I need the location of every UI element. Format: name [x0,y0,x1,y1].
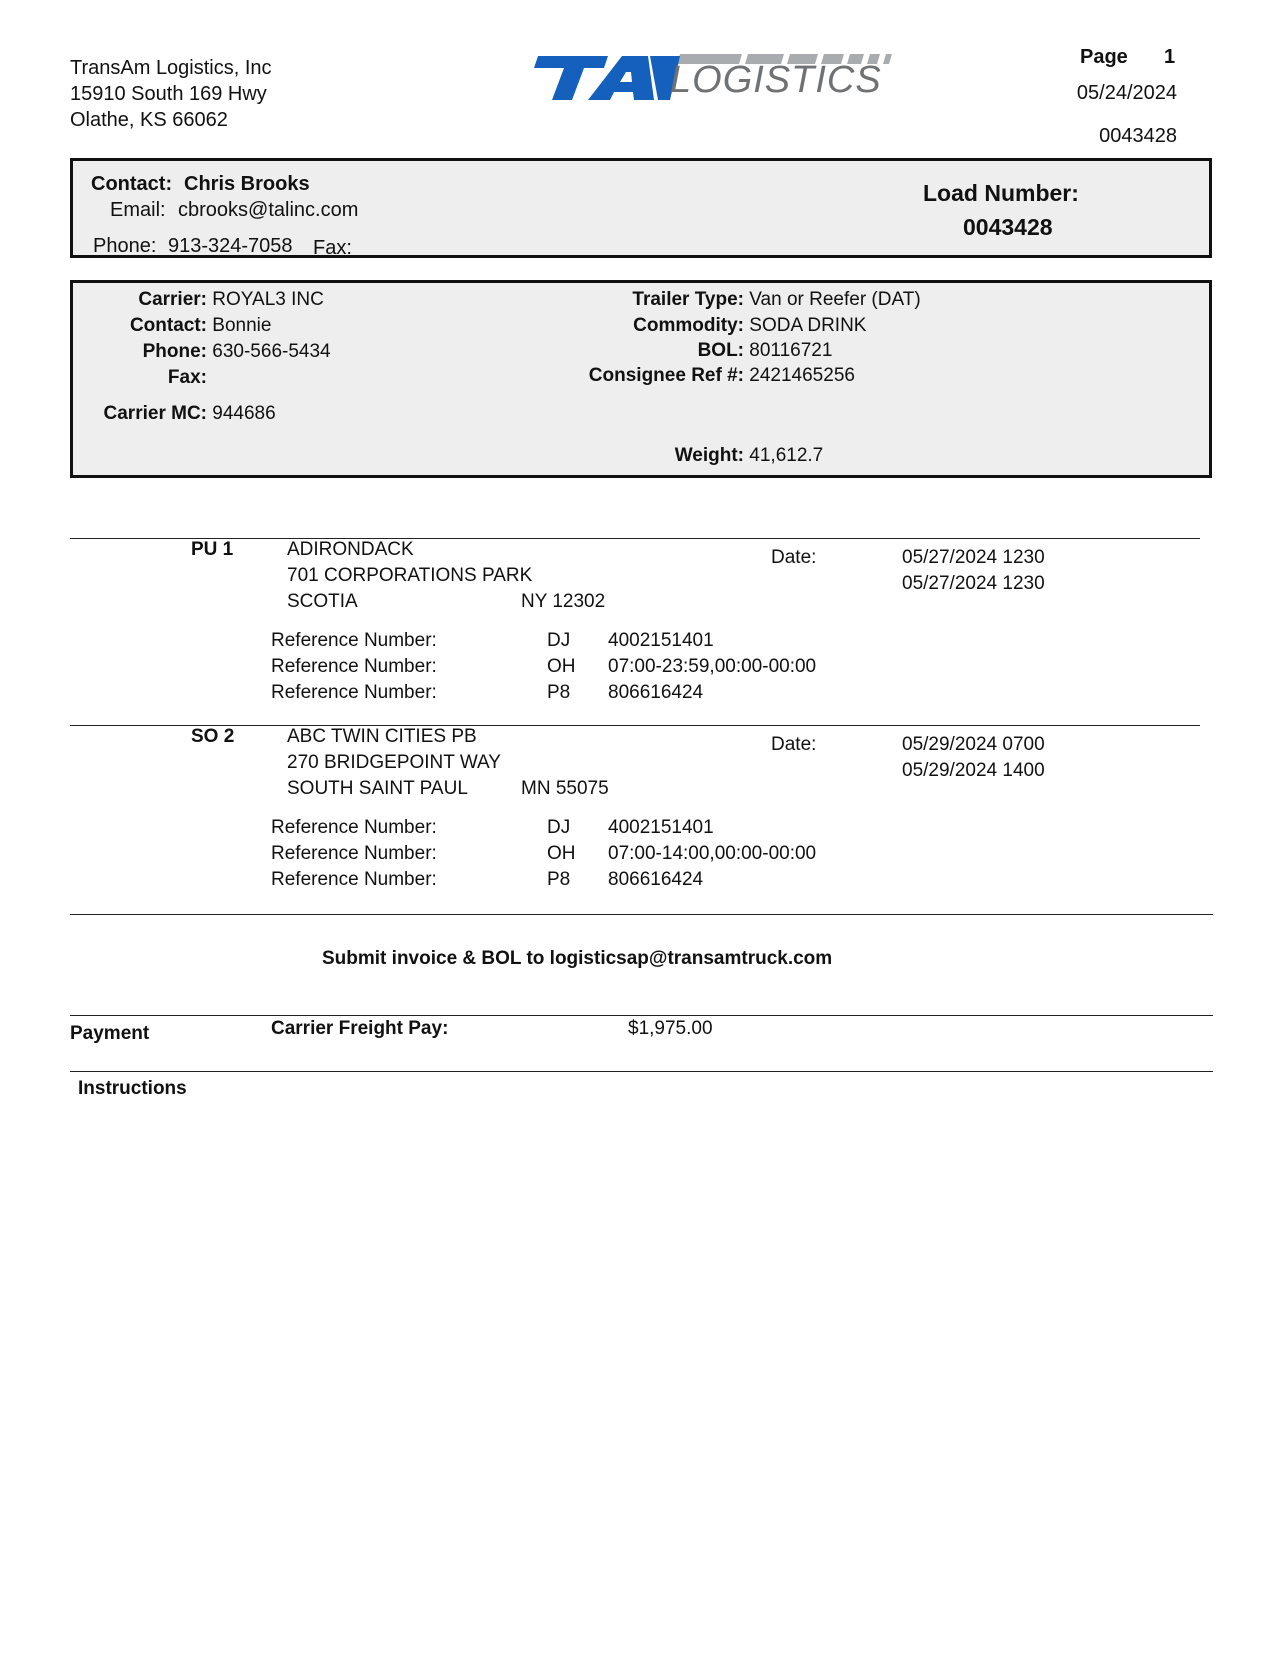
carrier-name: ROYAL3 INC [212,289,324,310]
company-address-line1: 15910 South 169 Hwy [70,83,267,105]
reference-label: Reference Number: [271,869,437,890]
document-number: 0043428 [1099,125,1177,147]
stop-date-to: 05/29/2024 1400 [902,760,1045,781]
stop-date-label: Date: [771,734,817,755]
contact-box [70,158,1212,258]
fax-label: Fax: [313,237,352,259]
divider [70,725,1200,726]
reference-label: Reference Number: [271,656,437,677]
consignee-row [73,363,855,388]
logo-wordmark: LOGISTICS [670,59,882,101]
carrier-phone: 630-566-5434 [212,341,331,362]
stop-state-zip: MN 55075 [521,778,609,799]
stop-code: PU 1 [191,539,234,560]
company-address-line2: Olathe, KS 66062 [70,109,228,131]
stop-date-label: Date: [771,547,817,568]
stop-name: ABC TWIN CITIES PB [287,726,477,747]
stop-street: 270 BRIDGEPOINT WAY [287,752,501,773]
stop-city: SCOTIA [287,591,358,612]
reference-value: 806616424 [608,869,704,890]
weight: 41,612.7 [749,445,824,466]
reference-value: 07:00-23:59,00:00-00:00 [608,656,817,677]
page-label: Page [1080,46,1128,68]
stop-code: SO 2 [191,726,235,747]
bol-row [73,338,832,363]
commodity-label: Commodity: [633,315,744,336]
carrier-freight-pay-amount: $1,975.00 [628,1018,713,1039]
instructions-label: Instructions [78,1078,187,1099]
contact-name: Chris Brooks [184,173,310,195]
weight-label: Weight: [674,445,744,466]
trailer-type: Van or Reefer (DAT) [749,289,921,310]
stop-name: ADIRONDACK [287,539,414,560]
carrier-phone-label: Phone: [142,341,207,362]
commodity: SODA DRINK [749,315,867,336]
email-label: Email: [110,199,166,221]
carrier-mc: 944686 [212,403,276,424]
bol-label: BOL: [697,340,744,361]
carrier-mc-label: Carrier MC: [103,403,207,424]
reference-type: P8 [547,682,571,703]
stop-date-from: 05/27/2024 1230 [902,547,1045,568]
load-number-label: Load Number: [923,180,1079,206]
divider [70,1071,1213,1072]
reference-value: 4002151401 [608,630,714,651]
payment-label: Payment [70,1023,150,1044]
trailer-row [73,287,921,312]
reference-label: Reference Number: [271,682,437,703]
phone-label: Phone: [93,235,157,257]
ta-logistics-logo [530,50,910,108]
weight-row [73,443,823,468]
reference-type: DJ [547,817,571,838]
trailer-type-label: Trailer Type: [632,289,744,310]
stop-state-zip: NY 12302 [521,591,606,612]
reference-value: 4002151401 [608,817,714,838]
reference-label: Reference Number: [271,817,437,838]
bol-number: 80116721 [749,340,833,361]
reference-type: DJ [547,630,571,651]
reference-value: 806616424 [608,682,704,703]
divider [70,538,1200,539]
contact-label: Contact: [91,173,173,195]
reference-label: Reference Number: [271,843,437,864]
load-number: 0043428 [963,214,1053,240]
carrier-fax-label: Fax: [167,367,207,388]
carrier-mc-row [73,401,276,426]
stop-street: 701 CORPORATIONS PARK [287,565,533,586]
divider [70,914,1213,915]
reference-type: P8 [547,869,571,890]
submit-invoice-note: Submit invoice & BOL to logisticsap@transamtruck.com [322,948,833,969]
consignee-ref: 2421465256 [749,365,855,386]
reference-value: 07:00-14:00,00:00-00:00 [608,843,817,864]
stop-date-to: 05/27/2024 1230 [902,573,1045,594]
contact-email: cbrooks@talinc.com [178,199,359,221]
reference-type: OH [547,656,576,677]
company-address [70,55,272,133]
carrier-contact: Bonnie [212,315,272,336]
contact-phone: 913-324-7058 [168,235,293,257]
carrier-contact-label: Contact: [129,315,207,336]
consignee-ref-label: Consignee Ref #: [588,365,744,386]
carrier-label: Carrier: [138,289,207,310]
carrier-box [70,280,1212,478]
reference-type: OH [547,843,576,864]
company-name: TransAm Logistics, Inc [70,57,272,79]
carrier-freight-pay-label: Carrier Freight Pay: [271,1018,449,1039]
document-date: 05/24/2024 [1076,82,1177,104]
commodity-row [73,313,866,338]
page-number: 1 [1164,46,1176,68]
stop-date-from: 05/29/2024 0700 [902,734,1045,755]
reference-label: Reference Number: [271,630,437,651]
stop-city: SOUTH SAINT PAUL [287,778,468,799]
